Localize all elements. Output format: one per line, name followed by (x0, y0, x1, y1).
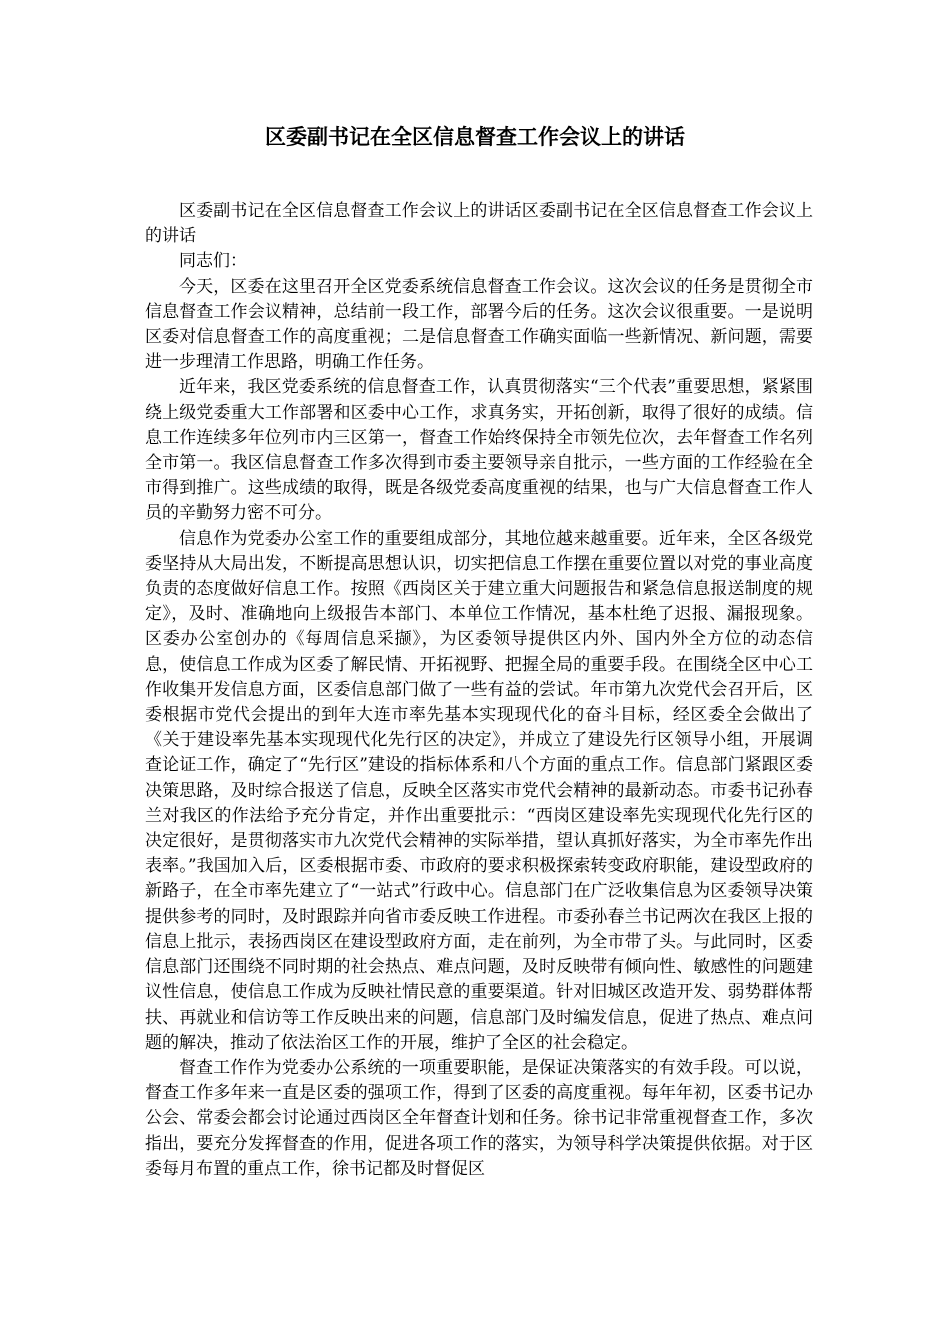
document-title: 区委副书记在全区信息督查工作会议上的讲话 (265, 125, 685, 149)
paragraph-subtitle: 区委副书记在全区信息督查工作会议上的讲话区委副书记在全区信息督查工作会议上的讲话 (145, 201, 813, 247)
paragraph-supervision-work: 督查工作作为党委办公系统的一项重要职能，是保证决策落实的有效手段。可以说，督查工作多年来一直是区委的强项工作，得到了区委的高度重视。每年年初，区委书记办公会、常委会都会讨论通过西岗区全年督查计划和任务。徐书记非常重视督查工作，多次指出，要充分发挥督查的作用，促进各项工作的落实，为领导科学决策提供依据。对于区委每月布置的重点工作，徐书记都及时督促区 (145, 1057, 813, 1179)
paragraph-salutation: 同志们： (179, 251, 247, 272)
paragraph-achievements: 近年来，我区党委系统的信息督查工作，认真贯彻落实“三个代表”重要思想，紧紧围绕上级党委重大工作部署和区委中心工作，求真务实，开拓创新，取得了很好的成绩。信息工作连续多年位列市内三区第一，督查工作始终保持全市领先位次，去年督查工作名列全市第一。我区信息督查工作多次得到市委主要领导亲自批示，一些方面的工作经验在全市得到推广。这些成绩的取得，既是各级党委高度重视的结果，也与广大信息督查工作人员的辛勤努力密不可分。 (145, 377, 813, 524)
paragraph-information-work: 信息作为党委办公室工作的重要组成部分，其地位越来越重要。近年来，全区各级党委坚持从大局出发，不断提高思想认识，切实把信息工作摆在重要位置以对党的事业高度负责的态度做好信息工作。按照《西岗区关于建立重大问题报告和紧急信息报送制度的规定》，及时、准确地向上级报告本部门、本单位工作情况，基本杜绝了迟报、漏报现象。区委办公室创办的《每周信息采撷》，为区委领导提供区内外、国内外全方位的动态信息，使信息工作成为区委了解民情、开拓视野、把握全局的重要手段。在围绕全区中心工作收集开发信息方面，区委信息部门做了一些有益的尝试。年市第九次党代会召开后，区委根据市党代会提出的到年大连市率先基本实现现代化的奋斗目标，经区委全会做出了《关于建设率先基本实现现代化先行区的决定》，并成立了建设先行区领导小组，开展调查论证工作，确定了“先行区”建设的指标体系和八个方面的重点工作。信息部门紧跟区委决策思路，及时综合报送了信息，反映全区落实市党代会精神的最新动态。市委书记孙春兰对我区的作法给予充分肯定，并作出重要批示：“西岗区建设率先实现现代化先行区的决定很好，是贯彻落实市九次党代会精神的实际举措，望认真抓好落实，为全市率先作出表率。”我国加入后，区委根据市委、市政府的要求积极探索转变政府职能，建设型政府的新路子，在全市率先建立了“一站式”行政中心。信息部门在广泛收集信息为区委领导决策提供参考的同时，及时跟踪并向省市委反映工作进程。市委孙春兰书记两次在我区上报的信息上批示，表扬西岗区在建设型政府方面，走在前列，为全市带了头。与此同时，区委信息部门还围绕不同时期的社会热点、难点问题，及时反映带有倾向性、敏感性的问题建议性信息，使信息工作成为反映社情民意的重要渠道。针对旧城区改造开发、弱势群体帮扶、再就业和信访等工作反映出来的问题，信息部门及时编发信息，促进了热点、难点问题的解决，推动了依法治区工作的开展，维护了全区的社会稳定。 (145, 528, 813, 1053)
paragraph-intro: 今天，区委在这里召开全区党委系统信息督查工作会议。这次会议的任务是贯彻全市信息督查工作会议精神，总结前一段工作，部署今后的任务。这次会议很重要。一是说明区委对信息督查工作的高度重视；二是信息督查工作确实面临一些新情况、新问题，需要进一步理清工作思路，明确工作任务。 (145, 276, 813, 373)
document-body (145, 199, 813, 1182)
